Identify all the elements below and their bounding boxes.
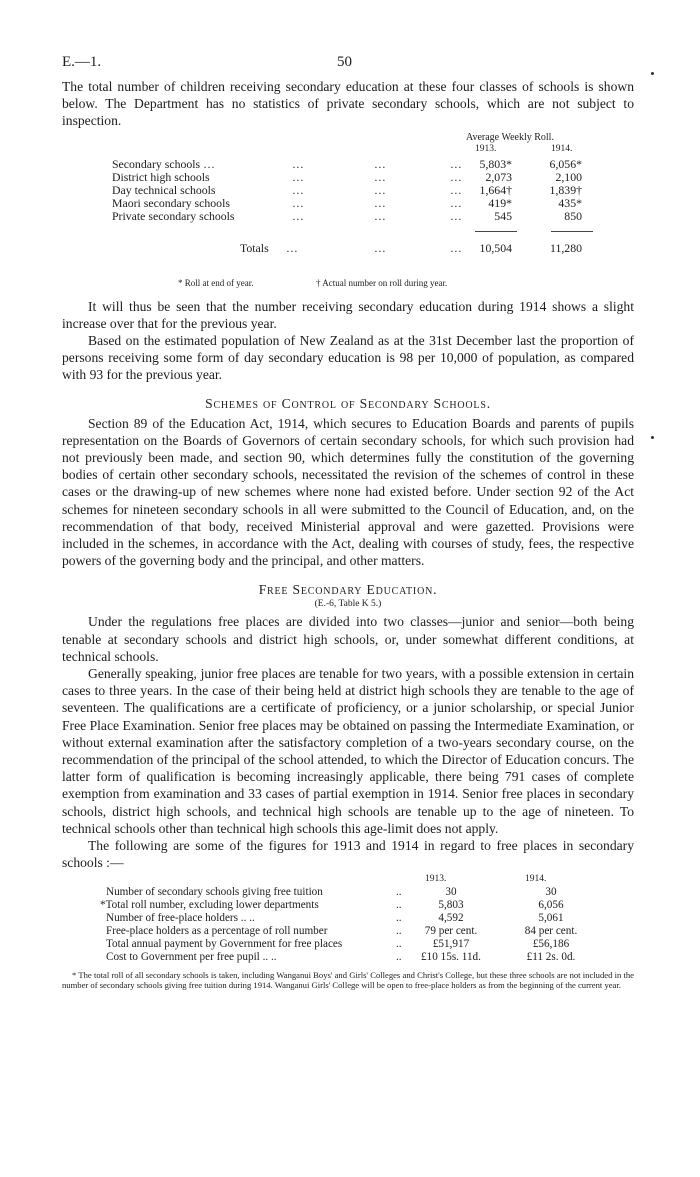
free-row [106,925,606,938]
leader-dots: .. [396,885,402,898]
roll-value-1913: 5,803* [479,156,512,171]
free-row [106,951,606,964]
leader-dots: … [292,208,304,223]
free-value-1914: £56,186 [532,937,570,950]
section-heading: Schemes of Control of Secondary Schools. [205,395,491,411]
free-value-1914: 6,056 [538,898,564,911]
free-value-1913: £10 15s. 11d. [421,950,481,963]
page-header [62,54,634,78]
free-value-1914: 5,061 [538,911,564,924]
roll-row [112,184,582,197]
roll-value-1914: 2,100 [555,169,582,184]
free-row-name: Number of free-place holders .. .. [106,911,255,924]
roll-row [112,197,582,210]
roll-value-1914: 435* [558,195,582,210]
leader-dots: … [374,195,386,210]
free-row [106,886,606,899]
free-value-1913: 30 [445,885,457,898]
roll-totals-row [112,242,582,255]
free-places-footnote: * The total roll of all secondary schools is taken, including Wanganui Boys' and Girls' Colleges and Christ's College, but these three schools are not included in the number of secondary schools giving free tuition during 1914. Wanganui Girls' College will be open to free-place holders as from the beginning of the current year. [62,969,634,991]
margin-dot-mark [651,436,654,439]
leader-dots: … [450,156,462,171]
roll-value-1914: 850 [564,208,582,223]
leader-dots: .. [396,911,402,924]
leader-dots: … [450,195,462,210]
leader-dots: … [292,195,304,210]
free-value-1914: 30 [545,885,557,898]
leader-dots: … [374,169,386,184]
free-row [106,912,606,925]
free-row-name: Free-place holders as a percentage of roll number [106,924,328,937]
free-value-1913: 5,803 [438,898,464,911]
free-year-1913: 1913. [425,873,447,884]
free-row-name: Number of secondary schools giving free tuition [106,885,323,898]
margin-dot-mark [651,72,654,75]
free-value-1914: £11 2s. 0d. [526,950,576,963]
roll-table-heading: Average Weekly Roll. [466,131,554,143]
roll-total-1914: 11,280 [549,240,582,255]
leader-dots: … [450,240,462,255]
free-value-1913: 79 per cent. [424,924,478,937]
roll-row [112,171,582,184]
roll-value-1913: 545 [494,208,512,223]
free-row-name: *Total roll number, excluding lower departments [100,898,319,911]
section-heading: Free Secondary Education. [258,582,438,598]
free-value-1913: 4,592 [438,911,464,924]
totals-rule [551,231,593,232]
roll-value-1913: 2,073 [485,169,512,184]
leader-dots: … [374,208,386,223]
totals-label: Totals [240,240,269,255]
free-row-name: Cost to Government per free pupil .. .. [106,950,277,963]
roll-row-name: Private secondary schools [112,208,235,223]
totals-rule [475,231,517,232]
leader-dots: .. [396,937,402,950]
roll-row [112,158,582,171]
roll-value-1913: 419* [488,195,512,210]
leader-dots: … [374,156,386,171]
free-year-1914: 1914. [525,873,547,884]
paragraph: The following are some of the figures for 1913 and 1914 in regard to free places in secondary schools :— [62,838,634,871]
roll-row-name: Maori secondary schools [112,195,230,210]
roll-row-name: Day technical schools [112,182,216,197]
leader-dots: … [292,169,304,184]
paragraph: Generally speaking, junior free places are tenable for two years, with a possible extension in certain cases to three years. In the case of their being held at district high schools they are tenable to the age of seventeen. The qualifications are a certificate of proficiency, or a junior scholarship, or special Junior Free Place Examination. Senior free places may be obtained on passing the Intermediate Examination, or without external examination after the satisfactory completion of a two-years secondary course, on the recommendation of the principal of the school attended, to which the Director of Education concurs. The latter form of qualification is becoming increasingly applicable, there being 791 cases of complete exemption from examination and 33 cases of partial exemption in 1914. Senior free places in secondary schools, district high schools, and technical high schools are tenable up to the age of nineteen. To technical schools other than technical high schools this age-limit does not apply. [62,666,634,836]
page-number: 50 [337,54,352,70]
roll-total-1913: 10,504 [479,240,512,255]
free-value-1913: £51,917 [432,937,470,950]
roll-footnote-b: † Actual number on roll during year. [316,277,448,288]
leader-dots: … [292,156,304,171]
roll-year-1913: 1913. [475,143,497,154]
leader-dots: .. [396,924,402,937]
leader-dots: … [292,182,304,197]
leader-dots: … [286,240,298,255]
paragraph: It will thus be seen that the number receiving secondary education during 1914 shows a slight increase over that for the previous year. [62,298,634,331]
free-row [106,938,606,951]
intro-paragraph: The total number of children receiving secondary education at these four classes of schools is shown below. The Department has no statistics of private secondary schools, which are not subject to inspection. [62,79,634,129]
roll-row-name: Secondary schools … [112,156,215,171]
leader-dots: .. [396,950,402,963]
leader-dots: … [374,240,386,255]
roll-row-name: District high schools [112,169,210,184]
roll-value-1914: 6,056* [549,156,582,171]
free-places-table [62,872,634,986]
roll-table [62,130,634,298]
free-row [100,899,600,912]
leader-dots: … [450,208,462,223]
document-page [62,54,634,991]
roll-row [112,210,582,223]
report-reference: E.—1. [62,54,102,70]
section-subheading: (E.-6, Table K 5.) [314,599,382,610]
paragraph: Section 89 of the Education Act, 1914, which secures to Education Boards and parents of pupils representation on the Boards of Governors of certain secondary schools, for which such provision had not previously been made, and section 90, which determines fully the constitution of the governing bodies of certain other secondary schools, necessitated the revision of the schemes of control in these cases or the drawing-up of new schemes where none had existed before. Under section 92 of the Act schemes for nineteen secondary schools in all were submitted to the Council of Education, and, on the recommendation of that body, received Ministerial approval and were gazetted. Provisions were included in the schemes, in accordance with the Act, dealing with courses of study, fees, the respective powers of the governing body and the principal, and other matters. [62,415,634,569]
leader-dots: … [374,182,386,197]
paragraph: Under the regulations free places are divided into two classes—junior and senior—both being tenable at secondary schools and district high schools, or, under somewhat different conditions, at technical schools. [62,614,634,664]
leader-dots: .. [396,898,402,911]
leader-dots: … [450,182,462,197]
free-value-1914: 84 per cent. [524,924,578,937]
roll-value-1913: 1,664† [479,182,512,197]
paragraph: Based on the estimated population of New Zealand as at the 31st December last the proportion of persons receiving some form of day secondary education is 98 per 10,000 of population, as compared with 93 for the previous year. [62,333,634,383]
roll-value-1914: 1,839† [549,182,582,197]
leader-dots: … [450,169,462,184]
free-row-name: Total annual payment by Government for free places [106,937,343,950]
roll-footnote-a: * Roll at end of year. [178,277,254,288]
roll-year-1914: 1914. [551,143,573,154]
